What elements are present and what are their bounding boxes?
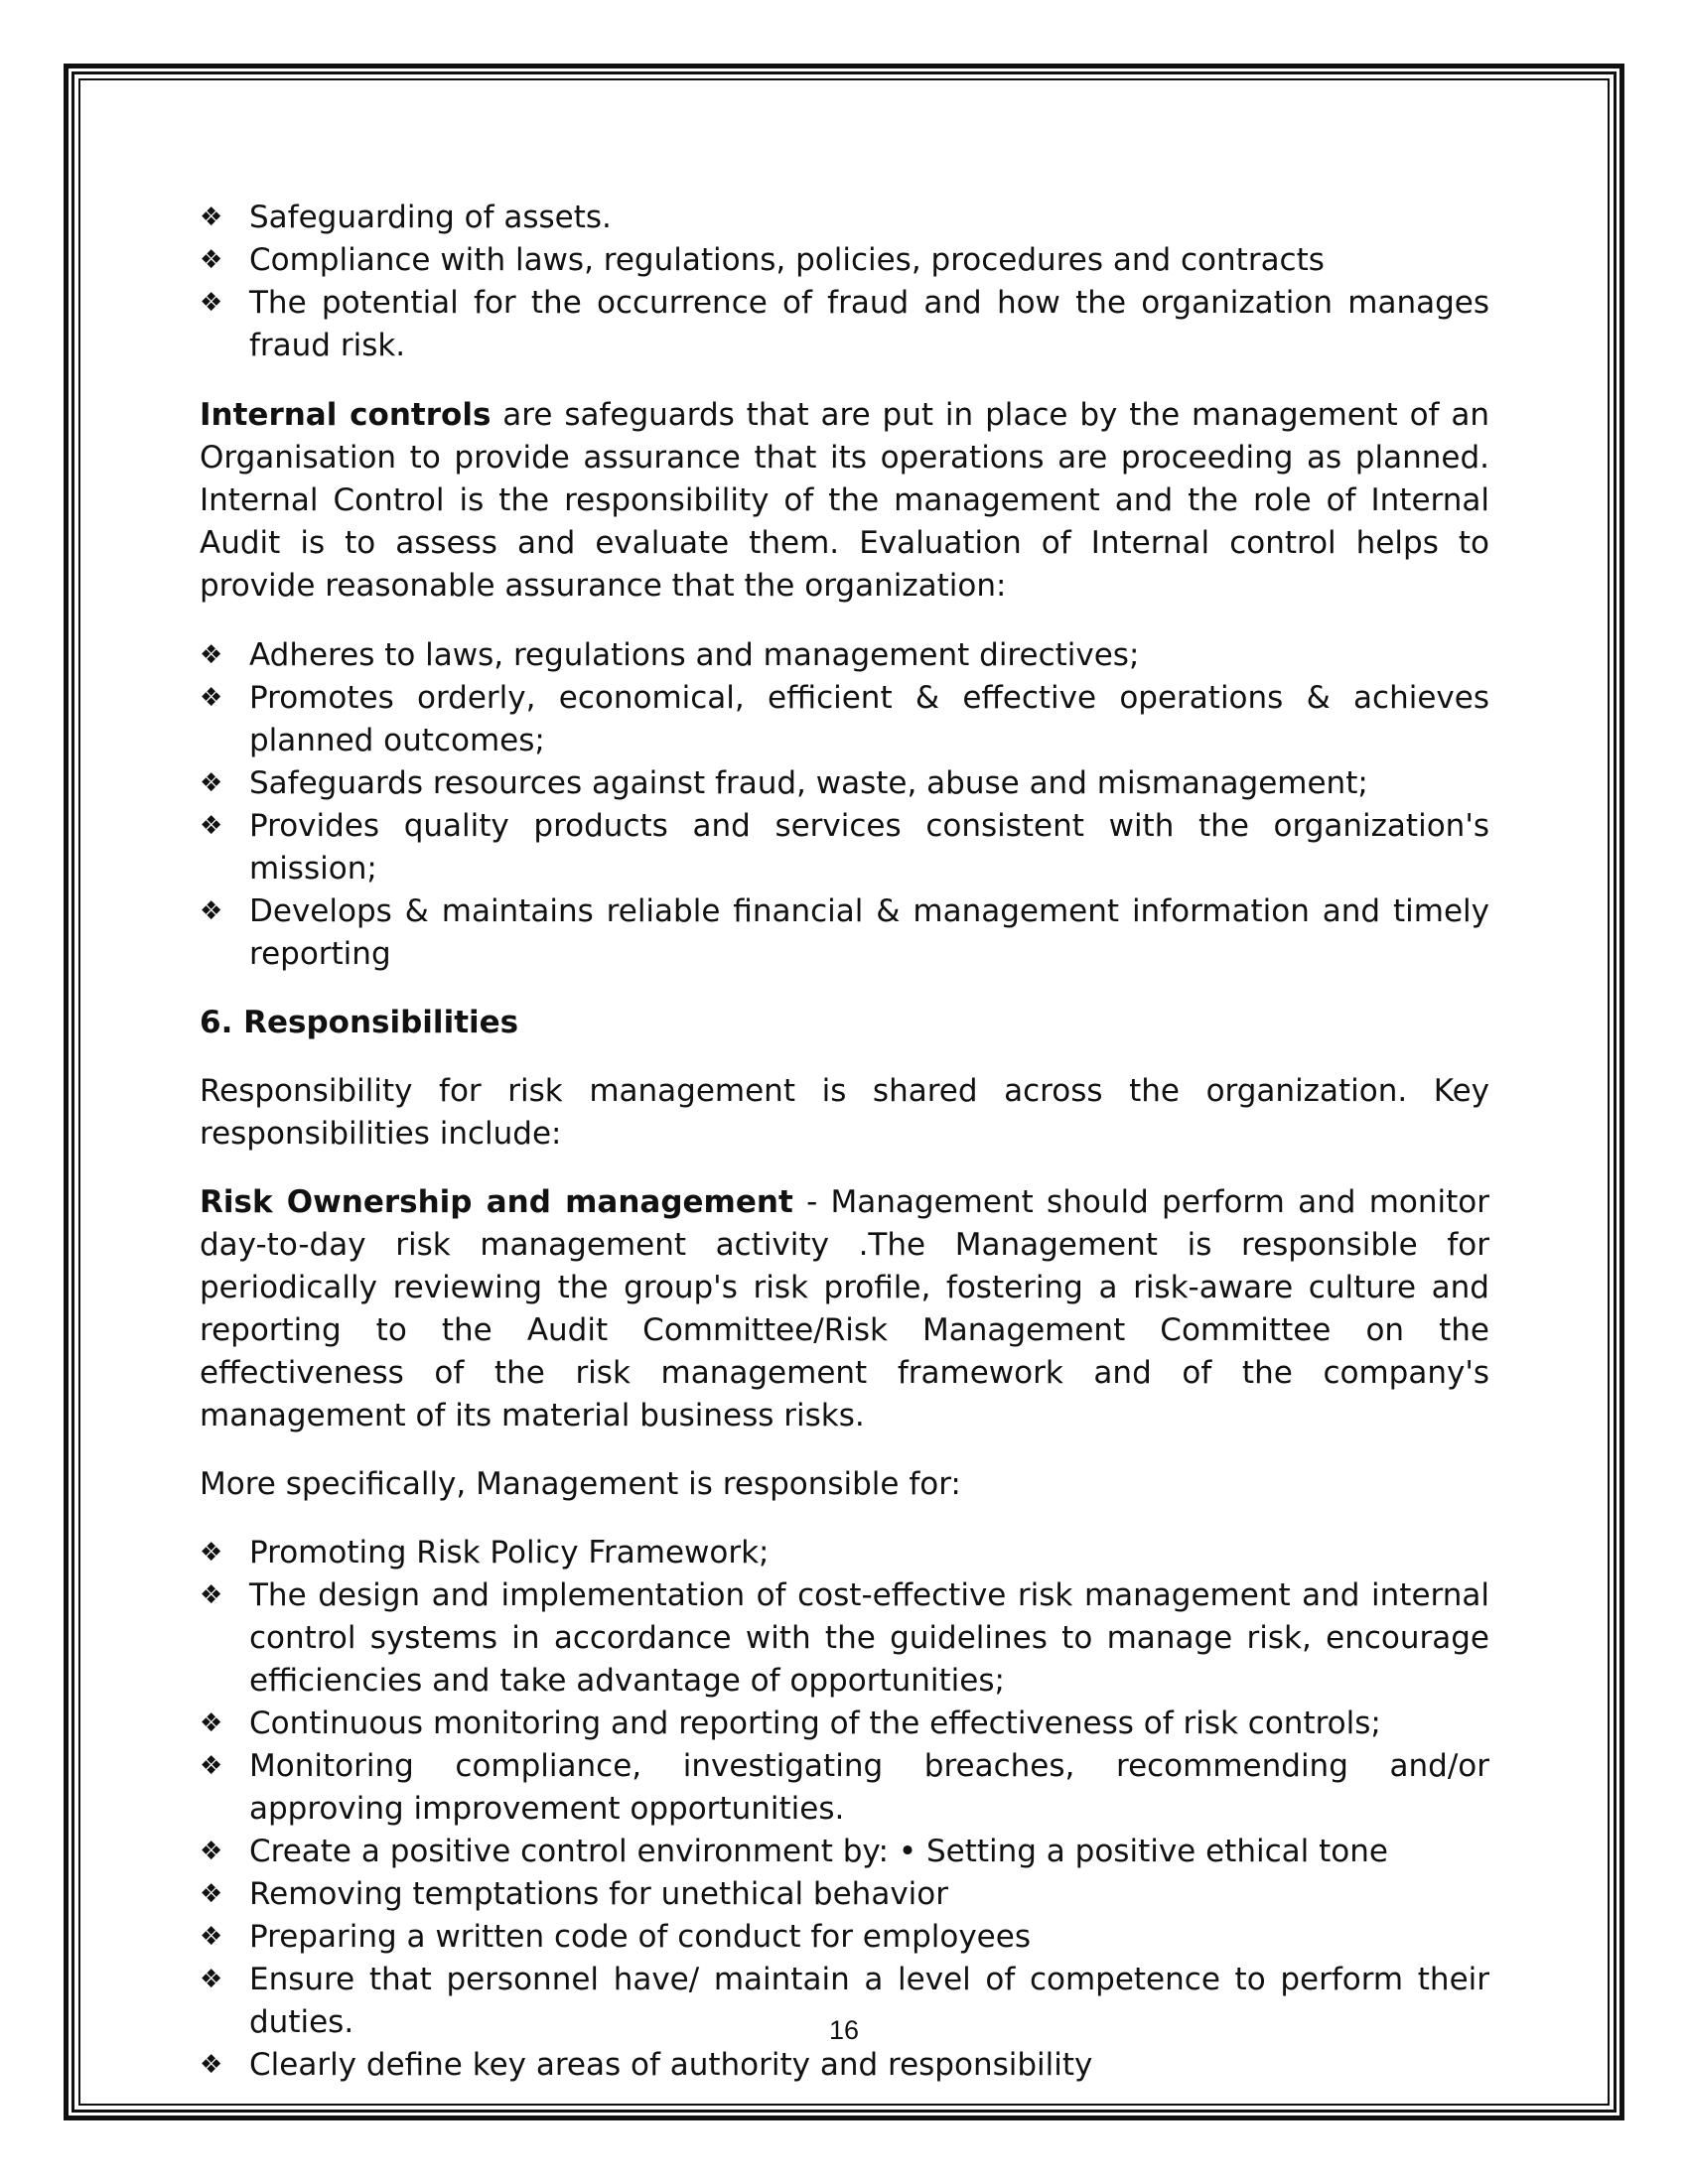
- diamond-bullet-icon: ❖: [200, 288, 223, 318]
- page-number: 16: [828, 2015, 860, 2045]
- list-item: ❖ Create a positive control environment by: • Setting a positive ethical tone: [200, 1831, 1489, 1873]
- list-item: ❖ Develops & maintains reliable financial & management information and timely reporting: [200, 890, 1489, 976]
- list-item: ❖ Clearly define key areas of authority and responsibility: [200, 2044, 1489, 2087]
- list-item: ❖ Provides quality products and services consistent with the organization's mission;: [200, 805, 1489, 890]
- bullet-list-management: [200, 1532, 1489, 2087]
- list-item: ❖ Safeguarding of assets.: [200, 197, 1489, 239]
- list-item: ❖ Ensure that personnel have/ maintain a level of competence to perform their duties.: [200, 1959, 1489, 2044]
- diamond-bullet-icon: ❖: [200, 683, 223, 713]
- risk-ownership-term: Risk Ownership and management: [200, 1184, 793, 1220]
- diamond-bullet-icon: ❖: [200, 1837, 223, 1866]
- internal-controls-paragraph: Internal controls are safeguards that are put in place by the management of an Organisation to provide assurance that its operations are proceeding as planned. Internal Control is the responsibility of the management and the role of Internal Audit is to assess and evaluate them. Evaluation of Internal control helps to provide reasonable assurance that the organization:: [200, 397, 1489, 604]
- section-heading: 6. Responsibilities: [200, 1005, 519, 1040]
- diamond-bullet-icon: ❖: [200, 1965, 223, 1994]
- diamond-bullet-icon: ❖: [200, 1580, 223, 1610]
- list-item: ❖ Adheres to laws, regulations and management directives;: [200, 634, 1489, 677]
- diamond-bullet-icon: ❖: [200, 203, 223, 232]
- list-item: ❖ Safeguards resources against fraud, waste, abuse and mismanagement;: [200, 762, 1489, 805]
- bullet-list-assurance: [200, 634, 1489, 976]
- list-item: ❖ Compliance with laws, regulations, policies, procedures and contracts: [200, 239, 1489, 282]
- diamond-bullet-icon: ❖: [200, 811, 223, 841]
- list-item: ❖ Promoting Risk Policy Framework;: [200, 1532, 1489, 1574]
- diamond-bullet-icon: ❖: [200, 1922, 223, 1952]
- responsibility-intro: Responsibility for risk management is shared across the organization. Key responsibilities include:: [200, 1073, 1489, 1152]
- risk-ownership-paragraph: Risk Ownership and management - Management should perform and monitor day-to-day risk management activity .The Management is responsible for periodically reviewing the group's risk profile, fostering a risk-aware culture and reporting to the Audit Committee/Risk Management Committee on the effectiveness of the risk management framework and of the company's management of its material business risks.: [200, 1184, 1489, 1433]
- diamond-bullet-icon: ❖: [200, 768, 223, 798]
- more-specifically-line: More specifically, Management is responsible for:: [200, 1466, 961, 1502]
- page-content: [200, 197, 1489, 2087]
- diamond-bullet-icon: ❖: [200, 1538, 223, 1568]
- list-item: ❖ Promotes orderly, economical, efficient & effective operations & achieves planned outcomes;: [200, 677, 1489, 762]
- bullet-list-top: [200, 197, 1489, 367]
- diamond-bullet-icon: ❖: [200, 1708, 223, 1738]
- list-item: ❖ Continuous monitoring and reporting of the effectiveness of risk controls;: [200, 1703, 1489, 1745]
- diamond-bullet-icon: ❖: [200, 245, 223, 275]
- diamond-bullet-icon: ❖: [200, 1751, 223, 1781]
- diamond-bullet-icon: ❖: [200, 1879, 223, 1909]
- diamond-bullet-icon: ❖: [200, 896, 223, 926]
- list-item: ❖ Removing temptations for unethical behavior: [200, 1873, 1489, 1916]
- internal-controls-term: Internal controls: [200, 397, 492, 433]
- diamond-bullet-icon: ❖: [200, 2050, 223, 2080]
- list-item: ❖ The potential for the occurrence of fraud and how the organization manages fraud risk.: [200, 282, 1489, 367]
- list-item: ❖ Preparing a written code of conduct for employees: [200, 1916, 1489, 1959]
- diamond-bullet-icon: ❖: [200, 640, 223, 670]
- list-item: ❖ Monitoring compliance, investigating breaches, recommending and/or approving improvement opportunities.: [200, 1745, 1489, 1831]
- list-item: ❖ The design and implementation of cost-effective risk management and internal control systems in accordance with the guidelines to manage risk, encourage efficiencies and take advantage of opportunities;: [200, 1574, 1489, 1703]
